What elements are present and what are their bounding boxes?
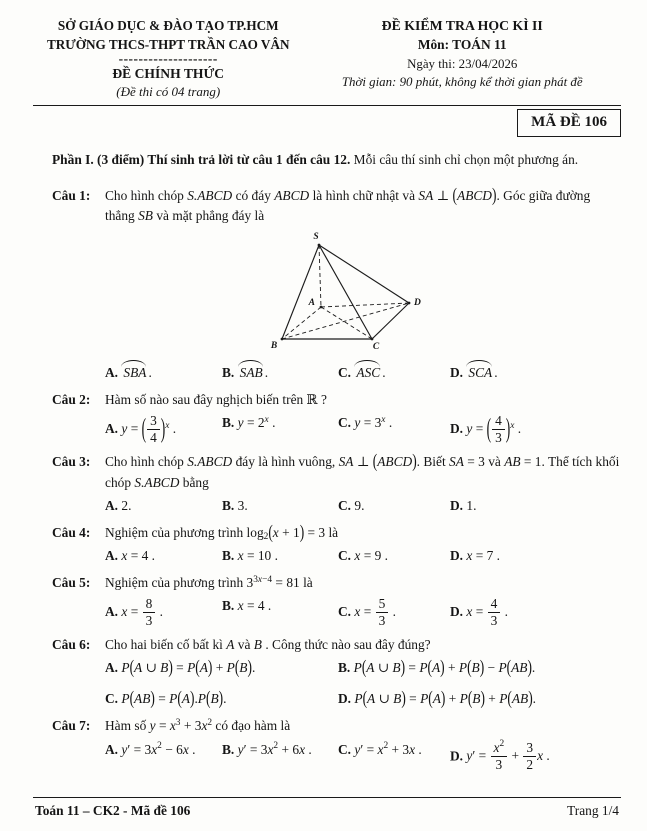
vertex-label-c: C — [372, 342, 380, 352]
question-number: Câu 4: — [52, 524, 91, 540]
option-letter: D. — [450, 747, 464, 763]
question-number: Câu 3: — [52, 454, 91, 470]
question-text: Hàm số $y = x^3 + 3x^2$ có đạo hàm là — [105, 718, 291, 734]
options — [105, 545, 621, 567]
option-C: C. $y = 3^x$ . — [338, 415, 393, 431]
question-text: Cho hình chóp S.ABCD đáy là hình vuông, SA ⊥ (ABCD). Biết SA = 3 và AB = 1. Thể tích khối chóp S.ABCD bằng — [105, 450, 620, 490]
option-C: C. x = $\frac{5}{3}$ . — [338, 596, 396, 629]
option-letter: C. — [338, 497, 352, 513]
option-letter: C. — [338, 741, 352, 757]
option-letter: A. — [105, 604, 119, 619]
dash-separator: -------------------- — [118, 51, 218, 67]
exam-duration: Thời gian: 90 phút, không kể thời gian phát đề — [341, 74, 583, 89]
option-letter: C. — [338, 415, 352, 431]
option-letter: D. — [450, 365, 464, 381]
exam-header — [33, 16, 621, 100]
vertex-label-d: D — [414, 298, 421, 309]
option-A: A. SBA . — [105, 361, 222, 384]
option-D: D. x = $\frac{4}{3}$ . — [450, 596, 508, 629]
pyramid-svg — [257, 229, 437, 351]
option-letter: B. — [222, 741, 235, 757]
option-letter: C. — [338, 547, 352, 563]
option-letter: D. — [450, 497, 464, 513]
question-text: Nghiệm của phương trình log2(x + 1) = 3 là — [105, 520, 339, 543]
option-B: B. x = 4 . — [222, 598, 272, 614]
question-number: Câu 7: — [52, 718, 91, 734]
options — [105, 412, 621, 446]
header-divider — [33, 105, 621, 106]
subject-line: Môn: TOÁN 11 — [417, 37, 507, 52]
official-exam-label: ĐỀ CHÍNH THỨC — [112, 65, 225, 81]
pyramid-solid-edges — [282, 245, 409, 339]
question-list — [33, 183, 621, 773]
question-number: Câu 6: — [52, 637, 91, 653]
option-letter: A. — [105, 741, 119, 757]
option-letter: C. — [338, 604, 352, 619]
options — [105, 657, 621, 710]
exam-title: ĐỀ KIỂM TRA HỌC KÌ II — [381, 18, 543, 33]
option-A: A. x = 4 . — [105, 547, 155, 563]
options — [105, 361, 621, 384]
question-body — [105, 452, 621, 516]
header-left-block — [33, 16, 303, 100]
option-letter: B. — [222, 415, 235, 431]
option-letter: A. — [105, 421, 119, 437]
option-B: B. $y' = 3x^2 + 6x$ . — [222, 741, 312, 757]
option-B: B. $y = 2^x$ . — [222, 415, 276, 431]
option-letter: D. — [450, 421, 464, 437]
question-2 — [52, 390, 621, 446]
question-1 — [52, 183, 621, 384]
option-D: D. y = ( $\frac{4}{3}$ )$^x$ . — [450, 412, 522, 446]
question-number: Câu 1: — [52, 187, 91, 203]
page-footer — [33, 797, 621, 823]
footer-page-number: Trang 1/4 — [567, 802, 619, 818]
part-heading — [52, 150, 621, 170]
option-letter: A. — [105, 660, 119, 676]
option-C: C. P(AB) = P(A).P(B). — [105, 686, 227, 709]
exam-code-row — [33, 109, 621, 137]
exam-date: Ngày thi: 23/04/2026 — [407, 56, 518, 71]
question-body — [105, 520, 621, 567]
question-body — [105, 635, 621, 710]
question-body — [105, 183, 621, 384]
option-letter: A. — [105, 365, 119, 381]
options — [105, 739, 621, 774]
question-6 — [52, 635, 621, 710]
question-body — [105, 573, 621, 629]
exam-code-box: MÃ ĐỀ 106 — [517, 109, 621, 137]
vertex-label-s: S — [313, 232, 319, 243]
options — [105, 495, 621, 517]
option-A: A. x = $\frac{8}{3}$ . — [105, 596, 163, 629]
question-text: Hàm số nào sau đây nghịch biến trên ℝ ? — [105, 392, 327, 408]
part-heading-rest: Mỗi câu thí sinh chỉ chọn một phương án. — [350, 151, 579, 167]
option-B: B. P(A ∪ B) = P(A) + P(B) − P(AB). — [338, 655, 536, 678]
option-C: C. ASC . — [338, 361, 450, 384]
option-letter: A. — [105, 497, 119, 513]
option-letter: D. — [338, 691, 352, 707]
option-letter: C. — [105, 691, 119, 707]
page-count-note: (Đề thi có 04 trang) — [116, 84, 221, 100]
question-body — [105, 390, 621, 446]
option-A: A. P(A ∪ B) = P(A) + P(B). — [105, 655, 256, 678]
option-A: A. $y' = 3x^2 - 6x$ . — [105, 741, 196, 757]
option-letter: D. — [450, 604, 464, 619]
option-letter: C. — [338, 365, 352, 381]
header-right-block — [303, 16, 621, 100]
option-letter: B. — [222, 497, 235, 513]
question-5 — [52, 573, 621, 629]
option-letter: A. — [105, 547, 119, 563]
vertex-label-b: B — [270, 341, 278, 352]
question-body — [105, 716, 621, 773]
question-text: Cho hai biến cố bất kì A và B . Công thức nào sau đây đúng? — [105, 637, 431, 653]
department-name: SỞ GIÁO DỤC & ĐÀO TẠO TP.HCM — [57, 18, 279, 33]
question-number: Câu 5: — [52, 575, 91, 590]
part-heading-bold: Phần I. (3 điểm) Thí sinh trả lời từ câu 1 đến câu 12. — [52, 151, 351, 167]
question-number: Câu 2: — [52, 392, 91, 408]
option-D: D. P(A ∪ B) = P(A) + P(B) + P(AB). — [338, 686, 537, 709]
question-text: Nghiệm của phương trình $3^{3x-4} = 81$ là — [105, 574, 313, 590]
option-C: C. $y' = x^2 + 3x$ . — [338, 741, 422, 757]
option-B: B. 3. — [222, 497, 248, 513]
vertex-label-a: A — [308, 298, 315, 309]
option-B: B. SAB . — [222, 361, 338, 384]
school-name: TRƯỜNG THCS-THPT TRẦN CAO VÂN — [46, 37, 290, 53]
option-D: D. x = 7 . — [450, 547, 500, 563]
question-text: Cho hình chóp S.ABCD có đáy ABCD là hình chữ nhật và SA ⊥ (ABCD). Góc giữa đường thẳng SB và mặt phẳng đáy là — [105, 183, 591, 224]
option-letter: B. — [222, 598, 235, 614]
option-C: C. 9. — [338, 497, 365, 513]
pyramid-figure — [257, 229, 437, 357]
option-D: D. 1. — [450, 497, 477, 513]
question-3 — [52, 452, 621, 516]
option-letter: B. — [222, 547, 235, 563]
option-letter: B. — [338, 660, 351, 676]
option-D: D. SCA . — [450, 361, 621, 384]
question-4 — [52, 520, 621, 567]
option-letter: B. — [222, 365, 235, 381]
option-D: D. y′ = $\frac{x^2}{3}$ + $\frac{3}{2}$ x . — [450, 739, 550, 773]
option-A: A. y = ( $\frac{3}{4}$ )$^x$ . — [105, 412, 177, 446]
option-letter: D. — [450, 547, 464, 563]
option-C: C. x = 9 . — [338, 547, 388, 563]
option-B: B. x = 10 . — [222, 547, 278, 563]
option-A: A. 2. — [105, 497, 132, 513]
footer-exam-info: Toán 11 – CK2 - Mã đề 106 — [35, 802, 191, 818]
question-7 — [52, 716, 621, 773]
options — [105, 595, 621, 629]
